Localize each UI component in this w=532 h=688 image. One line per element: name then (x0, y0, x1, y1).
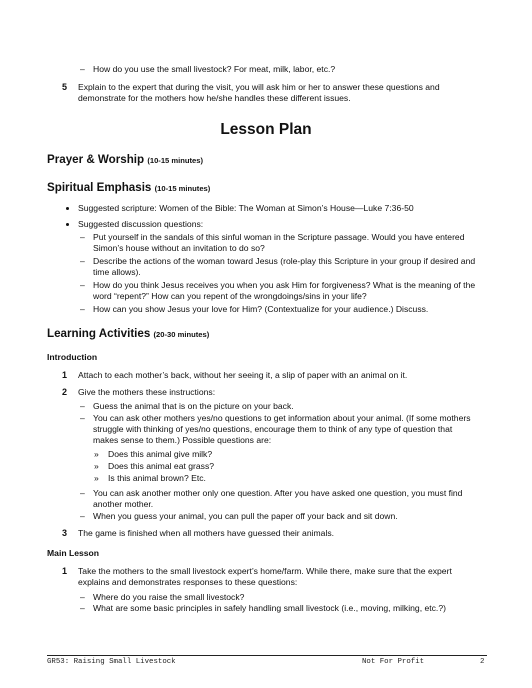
chevron-right-icon: » (94, 449, 99, 459)
list-item: You can ask other mothers yes/no questions to get information about your animal. (If some mothers (93, 413, 471, 423)
chevron-right-icon: » (94, 473, 99, 483)
dash-marker: – (80, 413, 85, 423)
list-item-continued: Simon’s house without an invitation to do so? (93, 243, 265, 253)
list-item-continued: another mother. (93, 499, 154, 509)
page-number: 2 (480, 658, 485, 666)
footer-notice: Not For Profit (362, 658, 425, 666)
item-number: 5 (62, 82, 68, 92)
list-item-continued: time allows). (93, 267, 141, 277)
list-item: Give the mothers these instructions: (78, 387, 216, 397)
item-number: 2 (62, 387, 68, 397)
list-item-continued: word “repent?” How can you repent of the wrongdoings/sins in your life? (93, 291, 367, 301)
section-heading-text: Spiritual Emphasis (47, 181, 152, 194)
item-number: 1 (62, 566, 68, 576)
duration-label: (20-30 minutes) (153, 330, 210, 339)
list-item: Does this animal eat grass? (108, 461, 215, 471)
list-item: The game is finished when all mothers have guessed their animals. (78, 528, 335, 538)
dash-marker: – (80, 592, 85, 602)
section-heading-text: Learning Activities (47, 327, 151, 340)
section-heading-spiritual (47, 181, 210, 196)
list-item: Put yourself in the sandals of this sinful woman in the Scripture passage. Would you have entered (93, 232, 465, 242)
list-item: How do you think Jesus receives you when you ask Him for forgiveness? What is the meaning of the (93, 280, 476, 290)
list-item: Describe the actions of the woman toward Jesus (role-play this Scripture in your group if desired and (93, 256, 476, 266)
list-item: How can you show Jesus your love for Him? (Contextualize for your audience.) Discuss. (93, 304, 429, 314)
bullet-icon (66, 223, 69, 226)
list-item: When you guess your animal, you can pull the paper off your back and sit down. (93, 511, 398, 521)
list-item: Does this animal give milk? (108, 449, 213, 459)
duration-label: (10-15 minutes) (147, 156, 204, 165)
list-item: Suggested discussion questions: (78, 219, 204, 229)
subheading-main-lesson: Main Lesson (47, 548, 100, 558)
dash-marker: – (80, 488, 85, 498)
list-item: Take the mothers to the small livestock expert’s home/farm. While there, make sure that the expert (78, 566, 452, 576)
list-item: How do you use the small livestock? For meat, milk, labor, etc.? (93, 64, 336, 74)
list-item: What are some basic principles in safely handling small livestock (i.e., moving, milking, etc.?) (93, 603, 446, 613)
list-item: Guess the animal that is on the picture on your back. (93, 401, 294, 411)
dash-marker: – (80, 603, 85, 613)
list-item: Attach to each mother’s back, without her seeing it, a slip of paper with an animal on it. (78, 370, 408, 380)
list-item-continued: explains and demonstrates responses to these questions: (78, 577, 298, 587)
dash-marker: – (80, 304, 85, 314)
subheading-introduction: Introduction (47, 352, 98, 362)
list-item-continued: struggle with thinking of yes/no questions, encourage them to think of any type of question that (93, 424, 453, 434)
list-item-continued: makes sense to them.) Possible questions are: (93, 435, 272, 445)
list-item: Suggested scripture: Women of the Bible: The Woman at Simon’s House—Luke 7:36-50 (78, 203, 414, 213)
footer-divider (47, 655, 487, 656)
section-heading-text: Prayer & Worship (47, 153, 145, 166)
page-title: Lesson Plan (220, 121, 312, 138)
section-heading-prayer (47, 153, 203, 168)
dash-marker: – (80, 64, 85, 74)
item-number: 1 (62, 370, 68, 380)
bullet-icon (66, 207, 69, 210)
list-item: You can ask another mother only one question. After you have asked one question, you must find (93, 488, 463, 498)
dash-marker: – (80, 280, 85, 290)
list-item-continued: demonstrate for the mothers how he/she handles these different issues. (78, 93, 351, 103)
list-item: Explain to the expert that during the visit, you will ask him or her to answer these questions and (78, 82, 440, 92)
footer-document-title: GR53: Raising Small Livestock (47, 658, 176, 666)
item-number: 3 (62, 528, 68, 538)
dash-marker: – (80, 511, 85, 521)
list-item: Is this animal brown? Etc. (108, 473, 206, 483)
dash-marker: – (80, 232, 85, 242)
chevron-right-icon: » (94, 461, 99, 471)
duration-label: (10-15 minutes) (154, 184, 211, 193)
dash-marker: – (80, 256, 85, 266)
section-heading-learning (47, 327, 209, 342)
dash-marker: – (80, 401, 85, 411)
list-item: Where do you raise the small livestock? (93, 592, 245, 602)
